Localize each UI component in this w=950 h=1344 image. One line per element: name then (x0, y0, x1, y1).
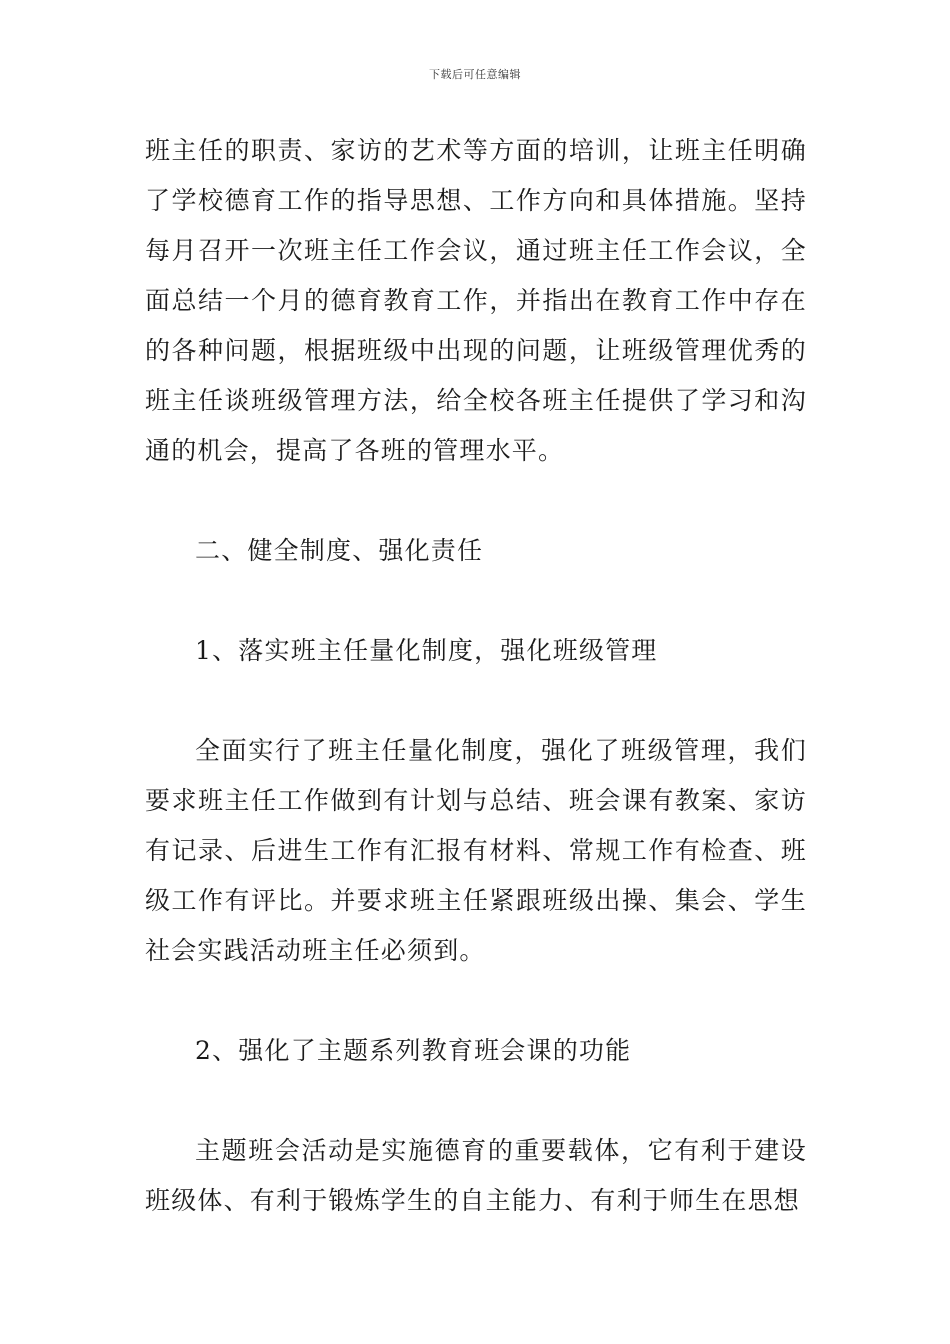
paragraph-2-2: 主题班会活动是实施德育的重要载体，它有利于建设班级体、有利于锻炼学生的自主能力、有利于师生在思想 (145, 1136, 807, 1215)
page-header-note: 下载后可任意编辑 (429, 68, 521, 81)
subsection-heading-2-1: 1、落实班主任量化制度，强化班级管理 (195, 636, 658, 665)
section-heading-2: 二、健全制度、强化责任 (195, 536, 484, 565)
subsection-heading-2-2: 2、强化了主题系列教育班会课的功能 (195, 1036, 632, 1065)
document-body (145, 126, 807, 1226)
paragraph-2-1: 全面实行了班主任量化制度，强化了班级管理，我们要求班主任工作做到有计划与总结、班会课有教案、家访有记录、后进生工作有汇报有材料、常规工作有检查、班级工作有评比。并要求班主任紧跟班级出操、集会、学生社会实践活动班主任必须到。 (145, 736, 807, 965)
paragraph-continued: 班主任的职责、家访的艺术等方面的培训，让班主任明确了学校德育工作的指导思想、工作方向和具体措施。坚持每月召开一次班主任工作会议，通过班主任工作会议，全面总结一个月的德育教育工作，并指出在教育工作中存在的各种问题，根据班级中出现的问题，让班级管理优秀的班主任谈班级管理方法，给全校各班主任提供了学习和沟通的机会，提高了各班的管理水平。 (145, 136, 807, 465)
